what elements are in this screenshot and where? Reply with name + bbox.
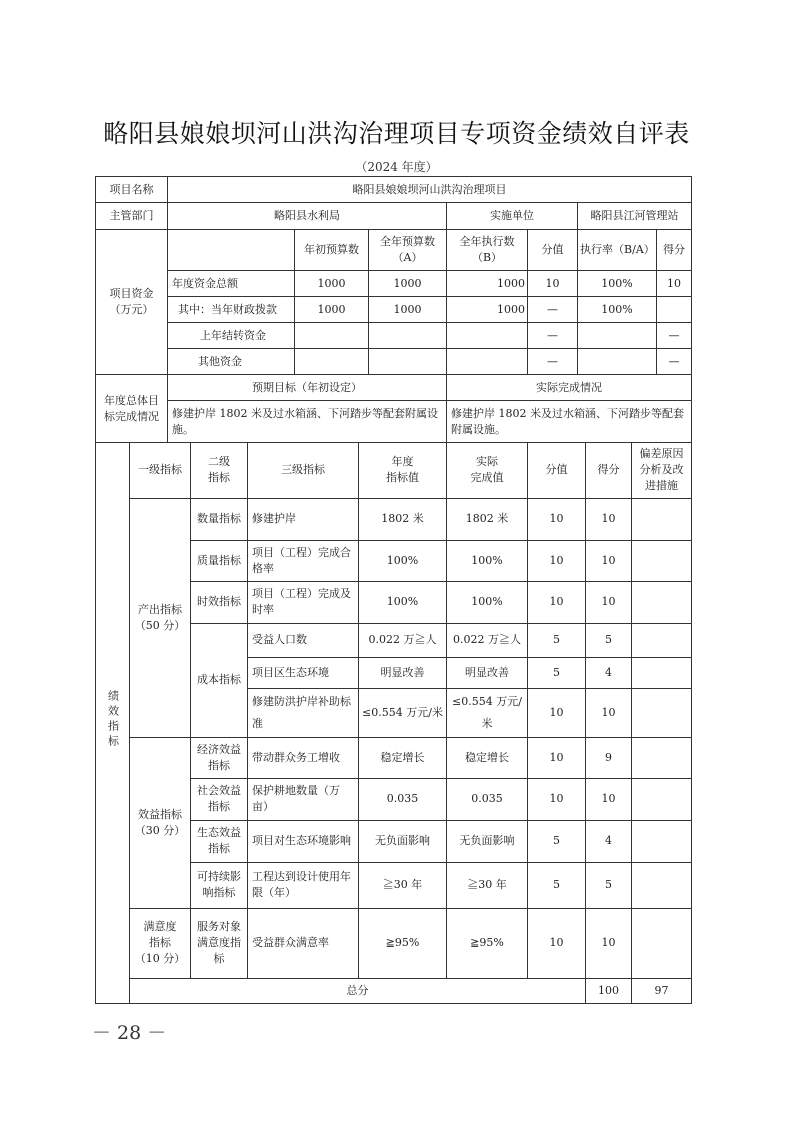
expected-goal-text: 修建护岸 1802 米及过水箱涵、下河踏步等配套附属设施。 [168,401,447,443]
indicators-header-row [96,442,692,498]
target-cell: 100% [359,581,447,623]
funds-row-score-value: — [528,323,578,349]
actual-cell: 100% [447,581,528,623]
funds-header-a-line2: （A） [392,251,423,264]
department-row [96,203,692,230]
project-name-value: 略阳县娘娘坝河山洪沟治理项目 [168,177,692,203]
level3-cell: 受益群众满意率 [248,908,359,978]
level3-cell: 工程达到设计使用年限（年） [248,862,359,908]
header-deviation-line2: 分析及改 [639,462,684,476]
funds-row-rate [578,323,657,349]
funds-label-line1: 项目资金 [109,287,154,300]
satisfaction-indicator-label [130,908,191,978]
funds-row-score: — [657,349,692,375]
funds-row-annual-a [369,349,447,375]
funds-header-score: 得分 [657,230,692,271]
level3-cell: 保护耕地数量（万亩） [248,778,359,820]
actual-cell: ≧95% [447,908,528,978]
indicator-row [96,737,692,778]
total-score: 97 [632,978,692,1003]
funds-row-exec-b: 1000 [447,297,528,323]
goals-text-row [96,401,692,443]
funds-header-b-line1: 全年执行数 [459,235,515,248]
actual-cell: 1802 米 [447,498,528,540]
page-number: － 28 － [92,1022,167,1044]
level3-cell: 项目（工程）完成合格率 [248,540,359,581]
benefit-label-line2: （30 分） [134,823,186,837]
funds-row-score [657,297,692,323]
target-cell: 0.035 [359,778,447,820]
score-value-cell: 10 [528,688,586,737]
funds-label-line2: （万元） [109,303,154,316]
header-target [359,442,447,498]
score-cell: 5 [586,862,632,908]
level2-cell: 生态效益指标 [191,820,248,862]
level2-cell: 社会效益指标 [191,778,248,820]
output-indicator-label [130,498,191,737]
actual-cell: 无负面影响 [447,820,528,862]
funds-row-initial: 1000 [295,271,369,297]
target-cell: ≧95% [359,908,447,978]
goals-label-line1: 年度总体目 [104,393,159,407]
funds-row-rate: 100% [578,297,657,323]
header-target-line2: 指标值 [386,470,419,484]
target-cell: 1802 米 [359,498,447,540]
goals-label [96,375,168,443]
funds-label [96,230,168,375]
target-cell: 无负面影响 [359,820,447,862]
score-value-cell: 10 [528,737,586,778]
funds-header-annual-a [369,230,447,271]
header-actual-line1: 实际 [476,454,498,468]
level3-cell: 修建防洪护岸补助标准 [248,688,359,737]
level3-cell: 项目（工程）完成及时率 [248,581,359,623]
funds-row-score-value: — [528,297,578,323]
funds-row-exec-b [447,323,528,349]
score-value-cell: 10 [528,498,586,540]
level2-cell: 质量指标 [191,540,248,581]
funds-header-a-line1: 全年预算数 [380,235,435,248]
funds-row-initial [295,323,369,349]
deviation-cell [632,540,692,581]
score-cell: 10 [586,688,632,737]
satisfaction-label-line3: （10 分） [134,952,186,965]
header-level2 [191,442,248,498]
funds-row-score-value: 10 [528,271,578,297]
funds-row-score: — [657,323,692,349]
header-score-value: 分值 [528,442,586,498]
level3-cell: 项目区生态环境 [248,657,359,688]
score-cell: 10 [586,778,632,820]
funds-row-initial [295,349,369,375]
level3-cell: 带动群众务工增收 [248,737,359,778]
indicator-row [96,908,692,978]
funds-row [96,323,692,349]
total-row [96,978,692,1003]
score-cell: 10 [586,581,632,623]
department-value: 略阳县水利局 [168,203,447,230]
goals-label-line2: 标完成情况 [104,409,159,423]
deviation-cell [632,737,692,778]
project-name-row [96,177,692,203]
target-cell: 0.022 万≧人 [359,623,447,657]
funds-row-score: 10 [657,271,692,297]
expected-goal-header: 预期目标（年初设定） [168,375,447,401]
actual-completion-text: 修建护岸 1802 米及过水箱涵、下河踏步等配套附属设施。 [447,401,692,443]
level2-cell: 可持续影响指标 [191,862,248,908]
funds-row-rate [578,349,657,375]
indicators-section-text: 绩效指标 [106,689,120,750]
score-value-cell: 10 [528,908,586,978]
funds-header-rate: 执行率（B/A） [578,230,657,271]
benefit-label-line1: 效益指标 [138,807,182,821]
score-cell: 9 [586,737,632,778]
actual-cell: 0.022 万≧人 [447,623,528,657]
indicators-section-label [96,442,130,1003]
project-name-label: 项目名称 [96,177,168,203]
score-value-cell: 5 [528,862,586,908]
funds-row-name: 年度资金总额 [168,271,295,297]
funds-row [96,349,692,375]
total-score-value: 100 [586,978,632,1003]
score-cell: 4 [586,820,632,862]
deviation-cell [632,581,692,623]
level2-cell: 服务对象满意度指标 [191,908,248,978]
total-label: 总分 [130,978,586,1003]
score-cell: 10 [586,908,632,978]
actual-completion-header: 实际完成情况 [447,375,692,401]
page-title: 略阳县娘娘坝河山洪沟治理项目专项资金绩效自评表 [103,119,690,148]
deviation-cell [632,820,692,862]
header-deviation-line1: 偏差原因 [639,446,684,460]
deviation-cell [632,623,692,657]
score-value-cell: 5 [528,657,586,688]
output-label-line2: （50 分） [134,618,186,632]
funds-row-annual-a: 1000 [369,297,447,323]
goals-header-row [96,375,692,401]
indicator-row [96,498,692,540]
funds-row-exec-b [447,349,528,375]
score-value-cell: 10 [528,778,586,820]
implementing-unit-value: 略阳县江河管理站 [578,203,692,230]
report-year: （2024 年度） [355,160,438,174]
project-info-table [95,176,692,443]
funds-header-row [96,230,692,271]
score-value-cell: 10 [528,581,586,623]
header-deviation-line3: 进措施 [645,478,678,492]
target-cell: ≤0.554 万元/米 [359,688,447,737]
department-label: 主管部门 [96,203,168,230]
header-level1: 一级指标 [130,442,191,498]
benefit-indicator-label [130,737,191,908]
actual-cell: ≤0.554 万元/米 [447,688,528,737]
output-label-line1: 产出指标 [138,602,182,616]
level2-cell: 成本指标 [191,623,248,737]
funds-row-name: 其他资金 [168,349,295,375]
level2-cell: 时效指标 [191,581,248,623]
funds-row-rate: 100% [578,271,657,297]
target-cell: 明显改善 [359,657,447,688]
score-cell: 5 [586,623,632,657]
header-score: 得分 [586,442,632,498]
deviation-cell [632,657,692,688]
score-cell: 10 [586,540,632,581]
header-level2-line1: 二级 [208,454,230,468]
implementing-unit-label: 实施单位 [447,203,578,230]
level3-cell: 项目对生态环境影响 [248,820,359,862]
level3-cell: 受益人口数 [248,623,359,657]
satisfaction-label-line2: 指标 [149,936,171,949]
header-actual [447,442,528,498]
target-cell: 100% [359,540,447,581]
score-cell: 4 [586,657,632,688]
header-deviation [632,442,692,498]
deviation-cell [632,498,692,540]
target-cell: ≧30 年 [359,862,447,908]
deviation-cell [632,778,692,820]
funds-row-score-value: — [528,349,578,375]
funds-row-name: 其中：当年财政拨款 [168,297,295,323]
header-actual-line2: 完成值 [470,470,504,484]
actual-cell: 稳定增长 [447,737,528,778]
funds-header-exec-b [447,230,528,271]
funds-row-initial: 1000 [295,297,369,323]
funds-row-exec-b: 1000 [447,271,528,297]
level3-cell: 修建护岸 [248,498,359,540]
deviation-cell [632,862,692,908]
performance-indicators-table [95,442,692,1004]
deviation-cell [632,908,692,978]
score-value-cell: 10 [528,540,586,581]
score-value-cell: 5 [528,820,586,862]
header-target-line1: 年度 [391,454,414,468]
funds-row [96,297,692,323]
funds-row-name: 上年结转资金 [168,323,295,349]
satisfaction-label-line1: 满意度 [143,920,177,933]
score-value-cell: 5 [528,623,586,657]
actual-cell: ≧30 年 [447,862,528,908]
funds-row-annual-a: 1000 [369,271,447,297]
funds-header-initial: 年初预算数 [295,230,369,271]
target-cell: 稳定增长 [359,737,447,778]
level2-cell: 数量指标 [191,498,248,540]
funds-row [96,271,692,297]
deviation-cell [632,688,692,737]
funds-row-annual-a [369,323,447,349]
header-level3: 三级指标 [248,442,359,498]
funds-header-blank [168,230,295,271]
score-cell: 10 [586,498,632,540]
level2-cell: 经济效益指标 [191,737,248,778]
funds-header-score-value: 分值 [528,230,578,271]
actual-cell: 100% [447,540,528,581]
funds-header-b-line2: （B） [471,251,503,264]
header-level2-line2: 指标 [208,470,230,484]
actual-cell: 0.035 [447,778,528,820]
actual-cell: 明显改善 [447,657,528,688]
